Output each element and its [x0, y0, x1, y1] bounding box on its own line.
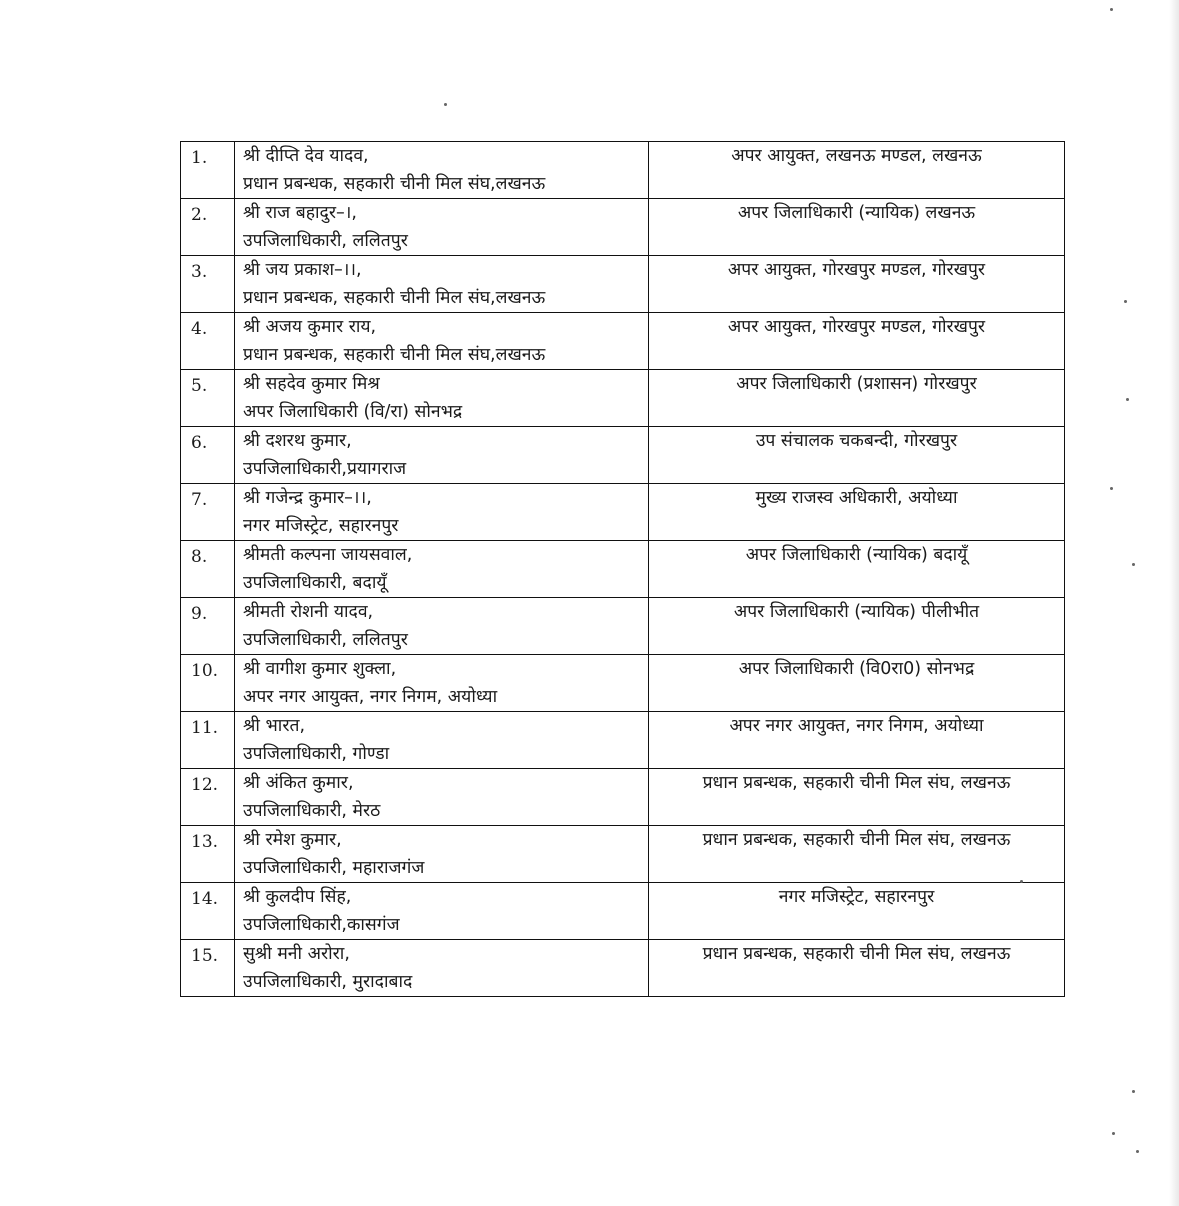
- officer-cell: [235, 427, 649, 484]
- scan-speck: [1136, 1150, 1139, 1153]
- serial-number: 4.: [191, 319, 208, 339]
- scan-speck: [1020, 880, 1023, 883]
- serial-cell: [181, 427, 235, 484]
- serial-cell: [181, 256, 235, 313]
- serial-cell: [181, 769, 235, 826]
- current-post: उपजिलाधिकारी, बदायूँ: [243, 573, 387, 593]
- table-row: [181, 598, 1065, 655]
- new-post-cell: [649, 484, 1065, 541]
- transfer-table: [180, 141, 1065, 997]
- new-post: अपर जिलाधिकारी (न्यायिक) बदायूँ: [745, 545, 968, 565]
- scan-speck: [1124, 300, 1127, 303]
- officer-cell: [235, 826, 649, 883]
- scan-speck: [1110, 487, 1113, 490]
- officer-cell: [235, 598, 649, 655]
- serial-cell: [181, 199, 235, 256]
- table-row: [181, 769, 1065, 826]
- new-post: अपर जिलाधिकारी (न्यायिक) पीलीभीत: [733, 602, 980, 622]
- serial-cell: [181, 712, 235, 769]
- serial-cell: [181, 541, 235, 598]
- new-post: अपर आयुक्त, गोरखपुर मण्डल, गोरखपुर: [727, 317, 986, 337]
- officer-name: श्री गजेन्द्र कुमार–।।,: [243, 488, 372, 508]
- page-edge-shadow: [1169, 0, 1179, 1206]
- table-row: [181, 883, 1065, 940]
- officer-cell: [235, 541, 649, 598]
- new-post-cell: [649, 313, 1065, 370]
- serial-number: 2.: [191, 205, 208, 225]
- current-post: उपजिलाधिकारी, गोण्डा: [243, 744, 390, 764]
- serial-cell: [181, 484, 235, 541]
- table-row: [181, 370, 1065, 427]
- new-post-cell: [649, 712, 1065, 769]
- officer-cell: [235, 370, 649, 427]
- table-row: [181, 484, 1065, 541]
- current-post: उपजिलाधिकारी, मेरठ: [243, 801, 381, 821]
- new-post: अपर नगर आयुक्त, नगर निगम, अयोध्या: [729, 716, 984, 736]
- officer-cell: [235, 655, 649, 712]
- table-row: [181, 199, 1065, 256]
- new-post-cell: [649, 541, 1065, 598]
- serial-cell: [181, 598, 235, 655]
- new-post: अपर जिलाधिकारी (न्यायिक) लखनऊ: [737, 203, 976, 223]
- officer-name: श्री सहदेव कुमार मिश्र: [243, 374, 380, 394]
- scan-speck: [1132, 563, 1135, 566]
- serial-cell: [181, 826, 235, 883]
- current-post: नगर मजिस्ट्रेट, सहारनपुर: [243, 516, 399, 536]
- serial-cell: [181, 883, 235, 940]
- current-post: प्रधान प्रबन्धक, सहकारी चीनी मिल संघ,लखनऊ: [243, 174, 546, 194]
- serial-number: 8.: [191, 547, 208, 567]
- officer-name: श्री अजय कुमार राय,: [243, 317, 377, 337]
- new-post: प्रधान प्रबन्धक, सहकारी चीनी मिल संघ, लखनऊ: [702, 944, 1011, 964]
- officer-cell: [235, 769, 649, 826]
- officer-cell: [235, 712, 649, 769]
- officer-name: श्रीमती कल्पना जायसवाल,: [243, 545, 413, 565]
- new-post: प्रधान प्रबन्धक, सहकारी चीनी मिल संघ, लखनऊ: [702, 830, 1011, 850]
- serial-number: 5.: [191, 376, 208, 396]
- serial-number: 11.: [191, 718, 219, 738]
- transfer-table-body: [181, 142, 1065, 997]
- new-post-cell: [649, 940, 1065, 997]
- new-post-cell: [649, 769, 1065, 826]
- table-row: [181, 256, 1065, 313]
- new-post: अपर आयुक्त, लखनऊ मण्डल, लखनऊ: [731, 146, 982, 166]
- current-post: उपजिलाधिकारी, मुरादाबाद: [243, 972, 413, 992]
- current-post: उपजिलाधिकारी,कासगंज: [243, 915, 400, 935]
- officer-cell: [235, 883, 649, 940]
- officer-name: श्रीमती रोशनी यादव,: [243, 602, 374, 622]
- current-post: उपजिलाधिकारी, ललितपुर: [243, 231, 408, 251]
- serial-number: 14.: [191, 889, 219, 909]
- new-post-cell: [649, 883, 1065, 940]
- current-post: प्रधान प्रबन्धक, सहकारी चीनी मिल संघ,लखनऊ: [243, 345, 546, 365]
- officer-name: सुश्री मनी अरोरा,: [243, 944, 350, 964]
- serial-cell: [181, 142, 235, 199]
- serial-number: 15.: [191, 946, 219, 966]
- officer-cell: [235, 484, 649, 541]
- current-post: उपजिलाधिकारी, ललितपुर: [243, 630, 408, 650]
- serial-number: 12.: [191, 775, 219, 795]
- serial-number: 10.: [191, 661, 219, 681]
- officer-cell: [235, 199, 649, 256]
- officer-cell: [235, 256, 649, 313]
- officer-name: श्री जय प्रकाश–।।,: [243, 260, 362, 280]
- current-post: अपर जिलाधिकारी (वि/रा) सोनभद्र: [243, 402, 463, 422]
- scan-speck: [1110, 8, 1113, 11]
- table-row: [181, 541, 1065, 598]
- scan-speck: [1112, 1132, 1115, 1135]
- officer-cell: [235, 313, 649, 370]
- new-post-cell: [649, 598, 1065, 655]
- new-post: प्रधान प्रबन्धक, सहकारी चीनी मिल संघ, लखनऊ: [702, 773, 1011, 793]
- table-row: [181, 826, 1065, 883]
- new-post: अपर जिलाधिकारी (प्रशासन) गोरखपुर: [736, 374, 977, 394]
- officer-name: श्री दीप्ति देव यादव,: [243, 146, 369, 166]
- serial-number: 9.: [191, 604, 208, 624]
- serial-number: 7.: [191, 490, 208, 510]
- new-post-cell: [649, 199, 1065, 256]
- current-post: उपजिलाधिकारी, महाराजगंज: [243, 858, 425, 878]
- new-post: अपर जिलाधिकारी (वि0रा0) सोनभद्र: [738, 659, 975, 679]
- scan-speck: [444, 103, 447, 106]
- serial-cell: [181, 940, 235, 997]
- serial-number: 3.: [191, 262, 208, 282]
- scan-speck: [1132, 1090, 1135, 1093]
- new-post: मुख्य राजस्व अधिकारी, अयोध्या: [755, 488, 958, 508]
- new-post: अपर आयुक्त, गोरखपुर मण्डल, गोरखपुर: [727, 260, 986, 280]
- table-row: [181, 712, 1065, 769]
- new-post: नगर मजिस्ट्रेट, सहारनपुर: [778, 887, 935, 907]
- new-post-cell: [649, 655, 1065, 712]
- serial-number: 1.: [191, 148, 208, 168]
- officer-name: श्री कुलदीप सिंह,: [243, 887, 352, 907]
- current-post: उपजिलाधिकारी,प्रयागराज: [243, 459, 407, 479]
- table-row: [181, 313, 1065, 370]
- current-post: अपर नगर आयुक्त, नगर निगम, अयोध्या: [243, 687, 498, 707]
- serial-number: 13.: [191, 832, 219, 852]
- scan-speck: [1126, 398, 1129, 401]
- serial-cell: [181, 370, 235, 427]
- serial-cell: [181, 655, 235, 712]
- officer-name: श्री अंकित कुमार,: [243, 773, 354, 793]
- officer-name: श्री वागीश कुमार शुक्ला,: [243, 659, 397, 679]
- new-post-cell: [649, 826, 1065, 883]
- serial-cell: [181, 313, 235, 370]
- officer-name: श्री राज बहादुर–।,: [243, 203, 357, 223]
- table-row: [181, 427, 1065, 484]
- officer-cell: [235, 142, 649, 199]
- officer-name: श्री भारत,: [243, 716, 306, 736]
- new-post-cell: [649, 142, 1065, 199]
- table-row: [181, 940, 1065, 997]
- new-post-cell: [649, 427, 1065, 484]
- officer-name: श्री दशरथ कुमार,: [243, 431, 352, 451]
- current-post: प्रधान प्रबन्धक, सहकारी चीनी मिल संघ,लखनऊ: [243, 288, 546, 308]
- table-row: [181, 142, 1065, 199]
- new-post: उप संचालक चकबन्दी, गोरखपुर: [755, 431, 958, 451]
- officer-name: श्री रमेश कुमार,: [243, 830, 342, 850]
- new-post-cell: [649, 256, 1065, 313]
- new-post-cell: [649, 370, 1065, 427]
- officer-cell: [235, 940, 649, 997]
- table-row: [181, 655, 1065, 712]
- serial-number: 6.: [191, 433, 208, 453]
